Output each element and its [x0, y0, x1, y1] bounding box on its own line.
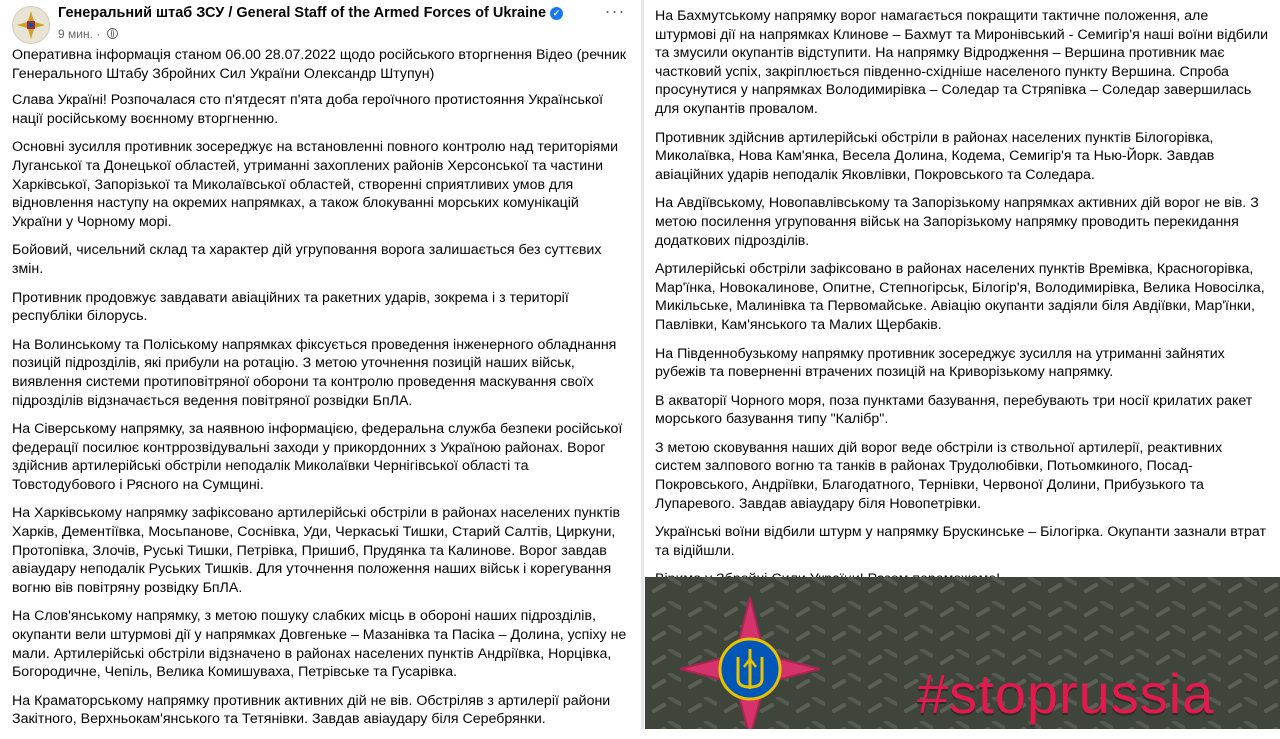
post-paragraph: На Слов'янському напрямку, з метою пошуку слабких місць в обороні наших підрозділів, окупанти вели штурмові дії у напрямках Довгеньке – Мазанівка та Пасіка – Долина, успіху не мали. Артилерійські обстріли відзначено в районах населених пунктів Андріївка, Норцівка, Богородичне, Чепіль, Велика Комишуваха, Петрівське та Гусарівка.: [12, 608, 627, 681]
verified-badge-icon: ✓: [550, 7, 563, 20]
post-paragraph: Оперативна інформація станом 06.00 28.07.2022 щодо російського вторгнення Відео (речник Генерального Штабу Збройних Сил України Олександр Штупун): [12, 47, 626, 82]
page-name-text[interactable]: Генеральний штаб ЗСУ / General Staff of the Armed Forces of Ukraine: [58, 5, 547, 21]
post-paragraph: На Харківському напрямку зафіксовано артилерійські обстріли в районах населених пунктів Харків, Дементіївка, Мосьпанове, Соснівка, Уди, Черкаські Тишки, Старий Салтів, Циркуни, Протопівка, Злочів, Руські Тишки, Петрівка, Пришиб, Прудянка та Калинове. Ворог завдав авіаудару неподалік Руських Тишків. Для уточнення положення наших військ і корегування вогню вів повітряну розвідку БпЛА.: [12, 505, 621, 596]
post-paragraph: На Волинському та Поліському напрямках фіксується проведення інженерного обладнання позицій підрозділів, які прибули на ротацію. З метою уточнення позицій наших військ, виявлення системи протиповітряної оборони та контролю проведення маскування своїх підрозділів відзначається ведення повітряної розвідки БпЛА.: [12, 336, 617, 409]
avatar-emblem-icon: [13, 7, 49, 43]
post-paragraph: На Сіверському напрямку, за наявною інформацією, федеральна служба безпеки російської федерації посилює контррозвідувальні заходи у прикордонних з Україною районах. Ворог здійснив артилерійські обстріли неподалік Миколаївки Чернігівської області та Товстодубового і Рясного на Сумщині.: [12, 421, 623, 493]
meta-separator: ·: [96, 27, 101, 41]
post-paragraph: На Авдіївському, Новопавлівському та Запорізькому напрямках активних дій ворог не вів. З метою посилення угруповання військ на Запорізькому напрямку проводить перекидання додаткових підрозділів.: [655, 195, 1259, 249]
post-body-right: [655, 7, 1270, 589]
post-paragraph: З метою сковування наших дій ворог веде обстріли із ствольної артилерії, реактивних систем залпового вогню та танків в районах Трудолюбівки, Потьомкиного, Посад-Покровського, Андріївки, Благодатного, Тернівки, Червоної Долини, Прибузького та Лупаревого. Завдав авіаудару біля Новопетрівки.: [655, 439, 1223, 512]
post-meta: [58, 27, 118, 41]
post-paragraph: На Південнобузькому напрямку противник зосереджує зусилля на утриманні зайнятих рубежів та поверненні втрачених позицій на Криворізькому напрямку.: [655, 345, 1225, 381]
post-paragraph: Слава Україні! Розпочалася сто п'ятдесят п'ята доба героїчного протистояння Української нації російському воєнному вторгненню.: [12, 92, 604, 127]
post-paragraph: Бойовий, чисельний склад та характер дій угруповання ворога залишається без суттєвих змін.: [12, 242, 602, 277]
post-paragraph: На Краматорському напрямку противник активних дій не вів. Обстріляв з артилерії райони Закітного, Верхньокам'янського та Тетянівки. Завдав авіаудару біля Серебрянки.: [12, 692, 611, 728]
post-paragraph: Противник здійснив артилерійські обстріли в районах населених пунктів Білогорівка, Миколаївка, Нова Кам'янка, Весела Долина, Кодема, Семигір'я та Нью-Йорк. Завдав авіаційних ударів неподалік Яковлівки, Покровського та Соледара.: [655, 129, 1215, 183]
more-options-button[interactable]: ···: [604, 1, 626, 21]
column-divider: [641, 0, 644, 729]
armed-forces-cross-emblem-icon: [665, 587, 835, 729]
hashtag-text: #stoprussia: [917, 662, 1215, 725]
post-image[interactable]: [645, 577, 1280, 729]
post-time[interactable]: 9 мин.: [58, 27, 93, 41]
page-name[interactable]: [58, 5, 563, 21]
post-paragraph: Артилерійські обстріли зафіксовано в районах населених пунктів Времівка, Красногорівка, Мар'їнка, Новокалинове, Опитне, Степногірськ, Білогір'я, Володимирівка, Велика Новосілка, Микільське, Малинівка та Первомайське. Авіацію окупанти задіяли біля Авдіївки, Мар'їнки, Павлівки, Кам'янського та Малих Щербаків.: [655, 261, 1265, 333]
post-paragraph: Основні зусилля противник зосереджує на встановленні повного контролю над територіями Луганської та Донецької областей, утриманні захоплених районів Херсонської та частини Харківської, Запорізької та Миколаївської областей, створенні сприятливих умов для відновлення наступу на окремих напрямках, а також блокуванні морських комунікацій України у Чорному морі.: [12, 139, 619, 230]
page-avatar[interactable]: [12, 6, 50, 44]
post-paragraph: В акваторії Чорного моря, поза пунктами базування, перебувають три носії крилатих ракет морського базування типу "Калібр".: [655, 392, 1253, 428]
post-body-left: [12, 46, 628, 729]
post-right-column: [645, 0, 1280, 599]
post-paragraph: Противник продовжує завдавати авіаційних та ракетних ударів, зокрема і з території республіки білорусь.: [12, 289, 569, 325]
post-header: [12, 0, 628, 46]
globe-icon: [107, 28, 118, 39]
post-paragraph: Українські воїни відбили штурм у напрямку Брускинське – Білогірка. Окупанти зазнали втрат та відійшли.: [655, 524, 1266, 559]
post-paragraph: На Бахмутському напрямку ворог намагається покращити тактичне положення, але штурмові дії на напрямках Клинове – Бахмут та Миронівський - Семигір'я наші воїни відбили та змусили окупантів відступити. На напрямку Відродження – Вершина противник має частковий успіх, закріплюється південно-східніше населеного пункту Вершина. Спроба просунутися у напрямках Володимирівка – Соледар та Стряпівка – Соледар завершилась для окупантів провалом.: [655, 8, 1269, 117]
